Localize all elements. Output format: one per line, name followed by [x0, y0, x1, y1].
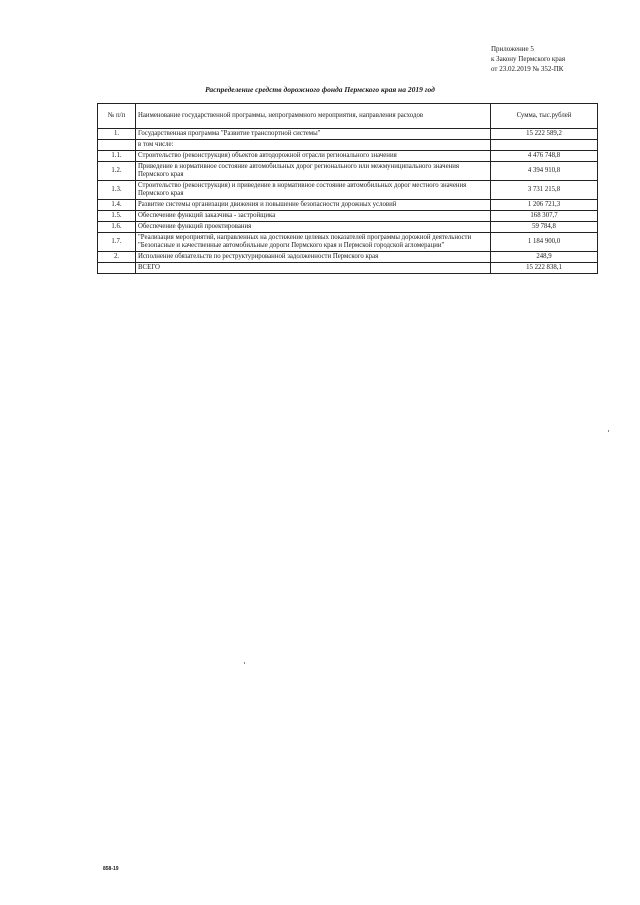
row-sum: 59 784,8: [491, 222, 598, 233]
row-name: Строительство (реконструкция) объектов автодорожной отрасли регионального значения: [136, 151, 491, 162]
table-row: [98, 233, 598, 252]
appendix-line-1: Приложение 5: [491, 45, 534, 53]
table-row: [98, 140, 598, 151]
table-row: [98, 181, 598, 200]
table-row: [98, 211, 598, 222]
header-sum: Сумма, тыс.рублей: [491, 104, 598, 129]
row-sum: 1 206 721,3: [491, 200, 598, 211]
header-num: № п/п: [98, 104, 136, 129]
table-row: [98, 129, 598, 140]
row-sum: 168 307,7: [491, 211, 598, 222]
row-sum: 1 184 900,0: [491, 233, 598, 252]
row-name: Приведение в нормативное состояние автомобильных дорог регионального или межмуниципального значения Пермского края: [136, 162, 491, 181]
scan-speck: [608, 430, 609, 432]
row-sum: 3 731 215,8: [491, 181, 598, 200]
row-sum: [491, 140, 598, 151]
row-num: [98, 263, 136, 274]
row-sum: 4 394 910,8: [491, 162, 598, 181]
row-num: 1.3.: [98, 181, 136, 200]
footer-code: 858-19: [103, 866, 119, 872]
row-num: 1.2.: [98, 162, 136, 181]
table-header-row: [98, 104, 598, 129]
row-sum: 15 222 838,1: [491, 263, 598, 274]
row-name: ВСЕГО: [136, 263, 491, 274]
row-name: в том числе:: [136, 140, 491, 151]
header-name: Наименование государственной программы, непрограммного мероприятия, направления расходов: [136, 104, 491, 129]
row-num: 1.5.: [98, 211, 136, 222]
row-name: Исполнение обязательств по реструктурированной задолженности Пермского края: [136, 252, 491, 263]
row-num: 1.4.: [98, 200, 136, 211]
row-num: 1.1.: [98, 151, 136, 162]
row-num: 2.: [98, 252, 136, 263]
scan-speck: [244, 662, 245, 664]
table-row: [98, 252, 598, 263]
table-row: [98, 200, 598, 211]
appendix-note: [491, 44, 631, 74]
appendix-line-3: от 23.02.2019 № 352-ПК: [491, 65, 564, 73]
table-row: [98, 222, 598, 233]
row-name: "Реализация мероприятий, направленных на достижение целевых показателей программы дорожной деятельности "Безопасные и качественные автомобильные дороги Пермского края и Пермской городской агломерации": [136, 233, 491, 252]
row-sum: 4 476 748,8: [491, 151, 598, 162]
table-row: [98, 162, 598, 181]
row-name: Государственная программа "Развитие транспортной системы": [136, 129, 491, 140]
row-num: 1.6.: [98, 222, 136, 233]
document-title: Распределение средств дорожного фонда Пермского края на 2019 год: [205, 85, 435, 94]
row-name: Развитие системы организации движения и повышение безопасности дорожных условий: [136, 200, 491, 211]
row-num: 1.7.: [98, 233, 136, 252]
row-num: 1.: [98, 129, 136, 140]
row-num: [98, 140, 136, 151]
appendix-line-2: к Закону Пермского края: [491, 55, 566, 63]
table-row: [98, 151, 598, 162]
table-row-total: [98, 263, 598, 274]
row-sum: 248,9: [491, 252, 598, 263]
row-sum: 15 222 589,2: [491, 129, 598, 140]
row-name: Обеспечение функций проектирования: [136, 222, 491, 233]
road-fund-table: [97, 103, 598, 274]
row-name: Строительство (реконструкция) и приведение в нормативное состояние автомобильных дорог местного значения Пермского края: [136, 181, 491, 200]
row-name: Обеспечение функций заказчика - застройщика: [136, 211, 491, 222]
